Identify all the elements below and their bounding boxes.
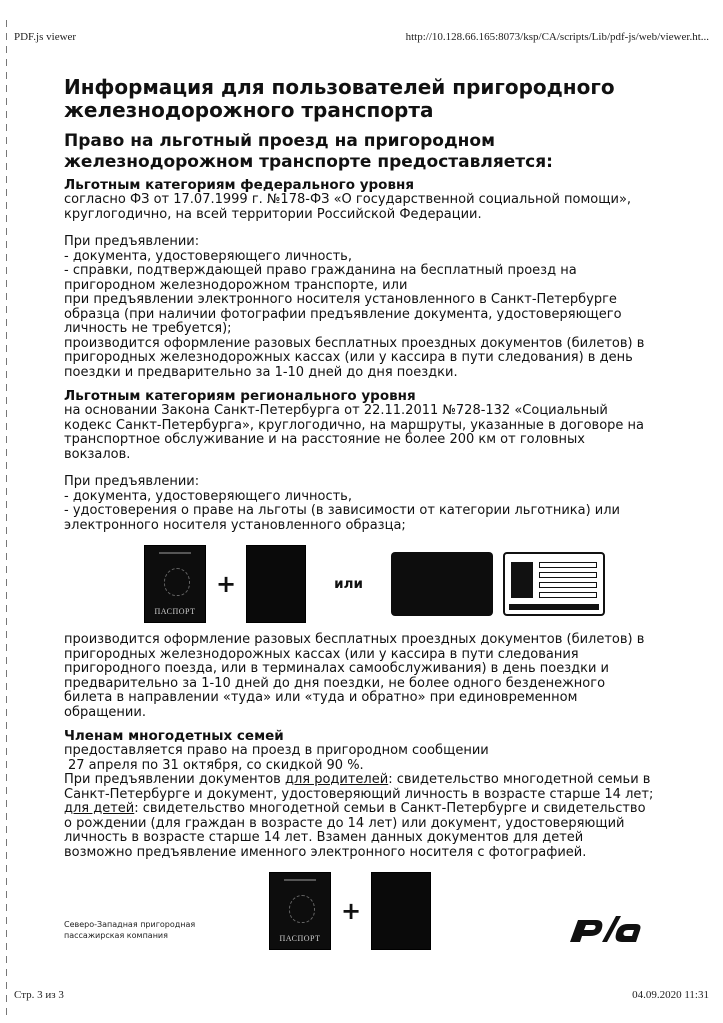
federal-line: - справки, подтверждающей право гражданина на бесплатный проезд на пригородном железнодорожном транспорте, или: [64, 263, 577, 293]
federal-line: производится оформление разовых бесплатных проездных документов (билетов) в пригородных железнодорожных кассах (или у кассира в пути следования) в день поездки и предварительно за 1-10 дней до дня поездки.: [64, 335, 645, 380]
federal-intro: согласно ФЗ от 17.07.1999 г. №178-ФЗ «О государственной социальной помощи», круглогодично, на всей территории Российской Федерации.: [64, 192, 632, 222]
company-name: [64, 919, 195, 941]
federal-line: При предъявлении:: [64, 234, 200, 249]
children-text: : свидетельство многодетной семьи в Санкт-Петербурге и свидетельство о рождении (для граждан в возрасте до 14 лет) или документ, удостоверяющий личность в возрасте старше 14 лет. Взамен данных документов для детей возможно предъявление именного электронного носителя с фотографией.: [64, 801, 646, 860]
parents-label: для родителей: [284, 772, 389, 787]
passport-image: [269, 872, 331, 950]
electronic-card-image: [391, 552, 493, 616]
print-header: [14, 31, 709, 43]
benefit-certificate-image: [246, 545, 306, 623]
regional-documents-figure: [144, 545, 654, 623]
children-label: для детей: [64, 801, 135, 816]
print-header-url: http://10.128.66.165:8073/ksp/CA/scripts/Lib/pdf-js/web/viewer.ht...: [405, 31, 709, 43]
company-line: Северо-Западная пригородная: [64, 920, 196, 929]
page-title: Информация для пользователей пригородного железнодорожного транспорта: [64, 75, 615, 122]
plus-sign: +: [216, 570, 237, 598]
regional-after: производится оформление разовых бесплатных проездных документов (билетов) в пригородных железнодорожных кассах (или у кассира в пути следования пригородного поезда, или в терминалах самообслуживания) в день поездки и предварительно за 1-10 дней до дня поездки, не более одного безденежного билета в направлении «туда» или «туда и обратно» при единовременном обращении.: [64, 632, 645, 720]
parents-prefix: При предъявлении документов: [64, 772, 285, 787]
regional-heading: Льготным категориям регионального уровня: [64, 388, 416, 404]
family-certificate-image: [371, 872, 431, 950]
children-paragraph: [64, 802, 654, 860]
electronic-card-photo-image: [503, 552, 605, 616]
rzd-logo-icon: [566, 912, 644, 948]
federal-line: при предъявлении электронного носителя установленного в Санкт-Петербурге образца (при наличии фотографии предъявление документа, удостоверяющего личность не требуется);: [64, 292, 622, 336]
scan-edge-line: [6, 20, 7, 1015]
federal-line: - документа, удостоверяющего личность,: [64, 248, 352, 264]
regional-line: При предъявлении:: [64, 474, 200, 489]
regional-line: - документа, удостоверяющего личность,: [64, 488, 352, 504]
passport-word: ПАСПОРТ: [279, 934, 321, 943]
federal-section: [64, 177, 654, 380]
large-families-line: предоставляется право на проезд в пригородном сообщении: [64, 743, 489, 758]
federal-heading: Льготным категориям федерального уровня: [64, 177, 414, 193]
large-families-line: 27 апреля по 31 октября, со скидкой 90 %.: [68, 757, 364, 773]
emblem-icon: [164, 568, 190, 596]
regional-intro: на основании Закона Санкт-Петербурга от 22.11.2011 №728-132 «Социальный кодекс Санкт-Петербурга», круглогодично, на маршруты, указанные в договоре на транспортное обслуживание и на расстояние не более 200 км от головных вокзалов.: [64, 403, 644, 462]
company-line: пассажирская компания: [64, 931, 168, 940]
regional-line: - удостоверения о праве на льготы (в зависимости от категории льготника) или электронного носителя установленного образца;: [64, 503, 620, 533]
print-footer: [14, 989, 709, 1001]
large-families-heading: Членам многодетных семей: [64, 728, 284, 744]
regional-section: [64, 388, 654, 720]
parents-paragraph: [64, 773, 654, 802]
passport-word: ПАСПОРТ: [154, 607, 196, 616]
emblem-icon: [289, 895, 315, 923]
passport-image: [144, 545, 206, 623]
print-datetime: 04.09.2020 11:31: [632, 989, 709, 1001]
page-subtitle: Право на льготный проезд на пригородном железнодорожном транспорте предоставляется:: [64, 131, 553, 172]
plus-sign: +: [341, 897, 362, 925]
parents-text: : свидетельство многодетной семьи в Санкт-Петербурге и документ, удостоверяющий личность в возрасте старше 14 лет;: [64, 772, 654, 802]
or-label: или: [334, 576, 363, 592]
print-header-title: PDF.js viewer: [14, 31, 77, 43]
document-page: [64, 76, 654, 950]
page-counter: Стр. 3 из 3: [14, 989, 64, 1001]
